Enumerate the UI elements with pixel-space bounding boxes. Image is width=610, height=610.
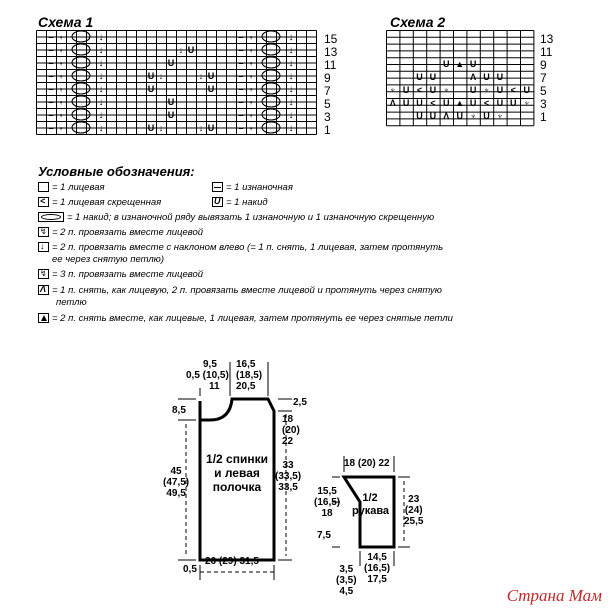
measure-value: 23 [408,494,420,505]
legend-text: = 1 лицевая [52,182,105,193]
chart-symbol: ♆ [469,111,477,121]
k2tog-icon: ↯ [38,227,49,237]
measure-value: 14,5 [367,552,387,563]
row-number: 11 [540,45,553,59]
sleeve-label-line: 1/2 [362,492,378,504]
legend-text: петлю [56,297,87,308]
chart-symbol: U [207,84,215,94]
back-label-line: 1/2 спинки [206,452,268,466]
shoulder-width: 16,5 [236,359,256,370]
legend-text: = 2 п. снять вместе, как лицевые, 1 лицевая, затем протянуть ее через снятые петли [52,313,453,324]
chart-symbol: U [429,111,437,121]
chart-symbol: U [147,123,155,133]
chart-symbol: ♆ [442,85,450,95]
measure-value: 33 [282,460,294,471]
chart-symbol: U [496,98,504,108]
chart-symbol: ♆ [58,124,64,133]
chart-symbol: ♆ [248,72,254,81]
measure-value: 22 [282,436,294,447]
chart-symbol: – [238,97,244,107]
legend-text: = 1 накид; в изнаночной ряду вывязать 1 изнаночную и 1 изнаночную скрещенную [67,212,435,223]
chart-symbol: – [48,110,54,120]
chart-symbol: ♆ [483,85,490,95]
chart-symbol: U [416,111,423,121]
row-number: 15 [324,32,338,46]
chart-symbol: ↓ [198,123,204,133]
chart-symbol: – [238,45,244,55]
chart-symbol: ♆ [58,111,64,120]
chart-symbol: U [167,97,175,107]
chart-symbol: U [207,71,215,81]
chart-symbol: – [48,97,54,107]
chart-symbol: – [238,32,244,42]
measure-value: 33,5 [278,482,298,493]
neck-width-sizes: 0,5 (10,5) [186,370,229,381]
sleeve-label-line: рукава [352,505,390,517]
row-number: 5 [324,97,331,111]
chart-symbol: – [238,71,244,81]
chart-symbol: ↓ [288,110,294,121]
chart-symbol: ♆ [58,33,64,42]
chart-symbol: ↓ [158,71,164,81]
chart-symbol: – [48,32,54,42]
yarn-over-u-icon: U [212,197,223,207]
shoulder-width-large: 20,5 [236,381,256,392]
sleeve-bottom-width [364,552,390,585]
neck-drop: 8,5 [172,405,186,416]
measure-value: 15,5 [317,486,337,497]
measure-value: (33,5) [275,471,302,482]
sleeve-length [404,494,423,527]
chart-symbol: – [48,71,54,81]
chart-symbol: U [429,72,437,82]
chart-symbol: U [402,98,410,108]
row-number: 1 [324,123,331,137]
measure-value: 45 [170,466,182,477]
legend-text: = 1 изнаночная [226,182,293,193]
chart-symbol: ↓ [98,84,104,95]
hem-offset: 0,5 [183,564,197,575]
chart-symbol: U [483,72,490,82]
sk2p-icon: Λ [38,285,49,295]
measure-value: 4,5 [339,586,354,597]
chart-symbol: U [429,85,437,95]
chart-symbol: Λ [443,111,450,121]
measure-value: (16,5) [314,497,341,508]
neck-width: 9,5 [203,359,217,370]
chart-symbol: ♆ [496,111,504,121]
chart-symbol: ♆ [58,59,64,68]
chart-symbol: Λ [389,98,396,108]
k3tog-icon: ↯ [38,269,49,279]
chart-symbol: U [416,98,423,108]
chart-symbol: U [469,59,477,69]
chart-symbol: ↓ [158,123,164,133]
cross-left-icon: < [38,197,49,207]
chart-symbol: ↓ [288,58,294,69]
chart-symbol: U [469,98,477,108]
chart-symbol: ↓ [288,97,294,108]
chart-symbol: U [147,84,155,94]
scheme2-title: Схема 2 [390,14,446,30]
chart-symbol: ↓ [288,32,294,43]
sleeve-label [352,492,388,518]
legend-text: = 1 накид [226,197,268,208]
chart-symbol: ♆ [58,46,64,55]
chart-symbol: ▲ [455,98,465,108]
chart-symbol: ↓ [198,71,204,81]
measure-value: (24) [404,505,423,516]
chart-symbol: – [238,110,244,120]
sleeve-bottom-offset [336,564,357,597]
row-number: 9 [324,71,331,85]
chart-symbol: ♆ [248,59,254,68]
legend-text: = 2 п. провязать вместе лицевой [52,227,204,238]
chart-symbol: ↓ [98,110,104,121]
chart-symbol: < [416,85,423,95]
chart-symbol: U [469,85,477,95]
chart-symbol: ♆ [58,72,64,81]
chart-symbol: ↓ [288,84,294,95]
chart-symbol: ↓ [98,32,104,43]
chart-symbol: ↓ [98,45,104,56]
row-number: 11 [324,58,337,72]
chart-symbol: – [48,123,54,133]
row-number: 1 [540,110,547,124]
chart-symbol: U [510,98,517,108]
chart-symbol: U [443,59,450,69]
measure-value: (16,5) [364,563,391,574]
chart-symbol: U [443,98,450,108]
sleeve-cuff-ease: 7,5 [317,530,331,541]
chart-symbol: – [238,123,244,133]
chart-symbol: – [238,58,244,68]
chart-symbol: ↓ [288,45,294,56]
chart-symbol: < [430,98,436,108]
bottom-width: 26 (29) 31,5 [205,556,259,567]
row-number: 13 [324,45,338,59]
chart-symbol: U [416,72,423,82]
sleeve-cap [314,486,340,519]
side-length [275,460,301,493]
chart-symbol: – [48,45,54,55]
sleeve-top-width: 18 (20) 22 [344,458,390,469]
scheme1-title: Схема 1 [38,14,94,30]
back-label-line: и левая [214,466,260,480]
chart-symbol: U [496,85,504,95]
chart-symbol: U [483,111,490,121]
neck-width-large: 11 [209,381,220,392]
chart-symbol: ↓ [288,71,294,82]
chart-symbol: ↓ [98,123,104,134]
measure-value: 3,5 [339,564,354,575]
shoulder-width-sizes: (18,5) [236,370,263,381]
chart-symbol: U [147,71,155,81]
legend-text: = 1 лицевая скрещенная [52,197,162,208]
legend-text: ее через снятую петлю) [52,254,164,265]
row-number: 13 [540,32,554,46]
measure-value: (47,5) [163,477,190,488]
chart-symbol: ♆ [248,124,254,133]
chart-symbol: ↓ [98,97,104,108]
chart-symbol: ▲ [455,59,465,69]
measure-value: (20) [282,425,300,436]
chart-symbol: U [456,111,463,121]
watermark: Страна Мам [506,586,602,605]
chart-symbol: Λ [470,72,477,82]
chart-symbol: ♆ [58,85,64,94]
total-length [163,466,189,499]
chart-symbol: ♆ [248,85,254,94]
row-number: 3 [540,97,547,111]
chart-symbol: ♆ [248,46,254,55]
chart-symbol: – [238,84,244,94]
chart-symbol: U [167,110,175,120]
chart-symbol: < [510,85,516,95]
chart-symbol: ♆ [389,85,397,95]
chart-symbol: ♆ [248,98,254,107]
chart-symbol: ↓ [178,45,184,55]
chart-symbol: U [207,123,215,133]
measure-value: 25,5 [404,516,424,527]
row-number: 7 [324,84,331,98]
measure-value: 18 [282,414,294,425]
chart-symbol: ↓ [288,123,294,134]
chart-symbol: ♆ [523,98,531,108]
legend-text: = 2 п. провязать вместе с наклоном влево (= 1 п. снять, 1 лицевая, затем протянуть [52,242,444,253]
shoulder-slope: 2,5 [293,397,307,408]
chart-symbol: ♆ [248,33,254,42]
legend-title: Условные обозначения: [38,164,195,179]
legend-text: = 3 п. провязать вместе лицевой [52,269,204,280]
chart-symbol: U [402,85,410,95]
chart-symbol: U [496,72,504,82]
row-number: 7 [540,71,547,85]
chart-symbol: ♆ [248,111,254,120]
chart-symbol: – [48,58,54,68]
chart-symbol: ↓ [98,58,104,69]
armhole-depth [282,414,300,447]
ssk-icon: ↓ [38,242,49,252]
row-number: 5 [540,84,547,98]
measure-value: 17,5 [367,574,387,585]
chart-symbol: U [187,45,195,55]
back-label [200,452,274,494]
chart-symbol: ↓ [98,71,104,82]
chart-symbol: U [523,85,530,95]
measure-value: 18 [321,508,333,519]
chart-symbol: – [48,84,54,94]
back-label-line: полочка [212,480,262,494]
measure-value: (3,5) [336,575,357,586]
chart-symbol: ♆ [58,98,64,107]
legend-text: = 1 п. снять, как лицевую, 2 п. провязать вместе лицевой и протянуть через снятую [52,285,442,296]
measure-value: 49,5 [166,488,186,499]
chart-symbol: < [483,98,490,108]
row-number: 3 [324,110,331,124]
chart-symbol: U [167,58,175,68]
row-number: 9 [540,58,547,72]
